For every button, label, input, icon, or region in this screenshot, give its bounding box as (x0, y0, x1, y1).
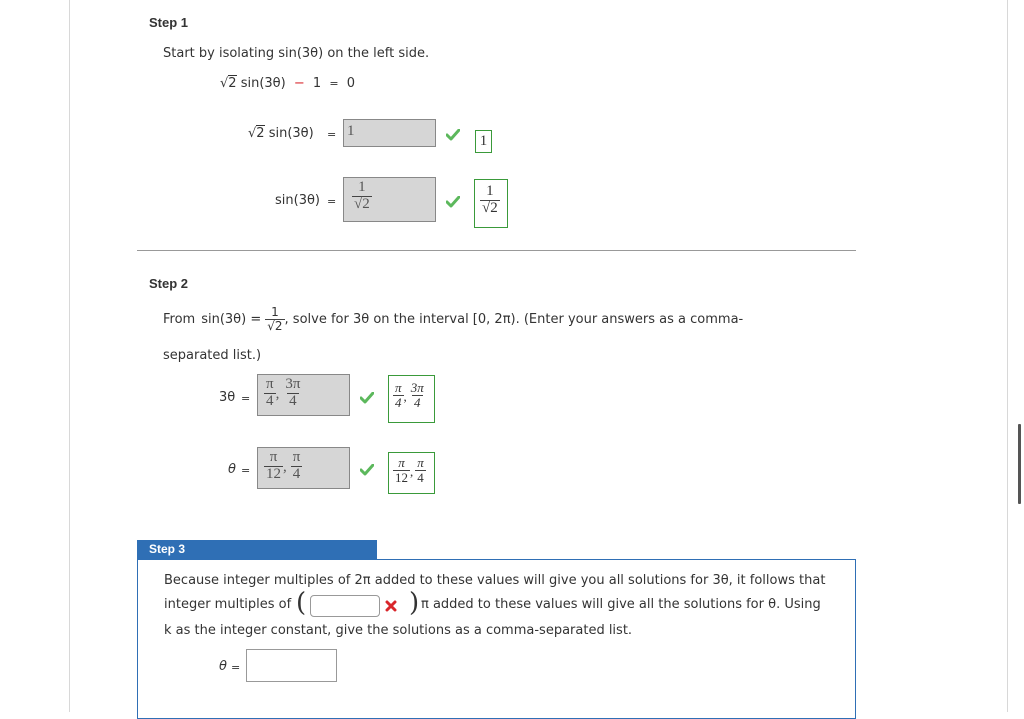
sqrt-symbol: √ (248, 126, 257, 141)
answer-fraction (283, 377, 302, 409)
step3-line1: Because integer multiples of 2π added to these values will give you all solutions for 3θ, it follows that (164, 573, 826, 588)
fraction-numerator: 1 (271, 305, 279, 319)
step3-tab (137, 540, 377, 559)
key-fraction (415, 456, 426, 484)
answer-fraction (291, 450, 303, 482)
from-text: From (163, 311, 196, 327)
key-fraction (480, 184, 500, 216)
step1-row1-lhs (248, 126, 314, 141)
step1-row2-lhs: sin(3θ) (275, 193, 320, 208)
fraction-numerator: π (269, 449, 278, 465)
check-icon (360, 392, 374, 404)
step1-intro: Start by isolating sin(3θ) on the left side. (163, 46, 430, 61)
comma: , (403, 389, 407, 404)
sqrt-radicand: 2 (256, 126, 265, 141)
fraction-denominator: √2 (267, 319, 283, 333)
answer-fraction (264, 377, 276, 409)
equals-sign: = (241, 464, 251, 477)
answer-fraction (264, 450, 283, 482)
fraction-denominator: 4 (292, 466, 301, 482)
step1-equation (220, 76, 355, 91)
fraction-numerator: 3π (410, 380, 424, 395)
fraction-denominator: 4 (289, 393, 297, 409)
answer-field-step2-row1[interactable] (257, 374, 350, 416)
equals-sign: = (231, 661, 241, 674)
step3-line3: k as the integer constant, give the solutions as a comma-separated list. (164, 623, 633, 638)
fraction-numerator: 1 (486, 183, 494, 199)
step3-line2-start: integer multiples of (164, 597, 292, 612)
comma: , (283, 459, 287, 475)
fraction-numerator: π (292, 449, 301, 465)
theta-solution-input[interactable] (246, 649, 337, 682)
section-divider (137, 250, 856, 251)
minus-sign: − (293, 76, 305, 91)
key-fraction (393, 456, 410, 484)
cross-icon (385, 600, 397, 612)
answer-fraction-list (264, 377, 302, 409)
key-fraction (393, 381, 404, 409)
fraction-denominator: 4 (417, 470, 424, 485)
step3-line2-end: π added to these values will give all the solutions for θ. Using (421, 597, 821, 612)
theta-label: θ (219, 659, 227, 674)
constant-zero: 0 (346, 76, 355, 91)
right-paren: ) (409, 588, 420, 618)
sin-term: sin(3θ) (268, 126, 314, 141)
constant-one: 1 (312, 76, 322, 91)
check-icon (360, 464, 374, 476)
multiple-input[interactable] (310, 595, 380, 617)
equals-sign: = (329, 77, 339, 90)
fraction-numerator: 1 (358, 179, 366, 195)
key-fraction (409, 381, 426, 409)
fraction-denominator: √2 (354, 196, 370, 212)
equals-sign: = (327, 195, 337, 208)
fraction-numerator: π (417, 455, 424, 470)
answer-fraction-list (264, 450, 302, 482)
answer-field-step1-row2[interactable] (343, 177, 436, 222)
sqrt-symbol: √ (220, 76, 229, 91)
instruction-text: , solve for 3θ on the interval [0, 2π). (Enter your answers as a comma- (284, 311, 744, 327)
check-icon (446, 129, 460, 141)
fraction-denominator: 12 (266, 466, 281, 482)
step3-title: Step 3 (149, 542, 186, 556)
given-fraction (265, 306, 284, 332)
fraction-denominator: 4 (266, 393, 274, 409)
fraction-denominator: √2 (482, 200, 498, 216)
comma: , (275, 386, 280, 402)
fraction-denominator: 12 (395, 470, 408, 485)
step1-title: Step 1 (149, 15, 189, 30)
answer-key-step2-row2 (388, 452, 435, 494)
fraction-denominator: 4 (414, 395, 421, 410)
key-fraction-list (393, 456, 426, 484)
sin-term: sin(3θ) (240, 76, 286, 91)
fraction-numerator: π (398, 455, 405, 470)
sin-term: sin(3θ) = (201, 311, 262, 327)
fraction-numerator: π (395, 380, 402, 395)
answer-field-step2-row2[interactable] (257, 447, 350, 489)
answer-value: 1 (347, 123, 355, 139)
step2-instruction (163, 306, 743, 332)
fraction-denominator: 4 (395, 395, 402, 410)
equals-sign: = (241, 392, 251, 405)
fraction-numerator: 3π (285, 376, 301, 392)
answer-key-step2-row1 (388, 375, 435, 423)
key-value: 1 (479, 133, 488, 149)
step2-title: Step 2 (149, 276, 189, 291)
equals-sign: = (327, 128, 337, 141)
scrollbar-thumb[interactable] (1018, 424, 1021, 504)
comma: , (410, 464, 414, 479)
answer-key-step1-row1 (475, 130, 492, 153)
answer-fraction (352, 180, 372, 212)
sqrt-radicand: 2 (228, 76, 237, 91)
step2-row1-lhs: 3θ (219, 390, 236, 405)
answer-key-step1-row2 (474, 179, 508, 228)
answer-field-step1-row1[interactable] (343, 119, 436, 147)
left-paren: ( (296, 588, 307, 618)
page-border-right (1007, 0, 1008, 712)
fraction-numerator: π (266, 376, 274, 392)
step2-row2-lhs: θ (228, 462, 236, 477)
page-border-left (69, 0, 70, 712)
check-icon (446, 196, 460, 208)
key-fraction-list (393, 381, 426, 409)
step2-instruction-cont: separated list.) (163, 348, 262, 363)
